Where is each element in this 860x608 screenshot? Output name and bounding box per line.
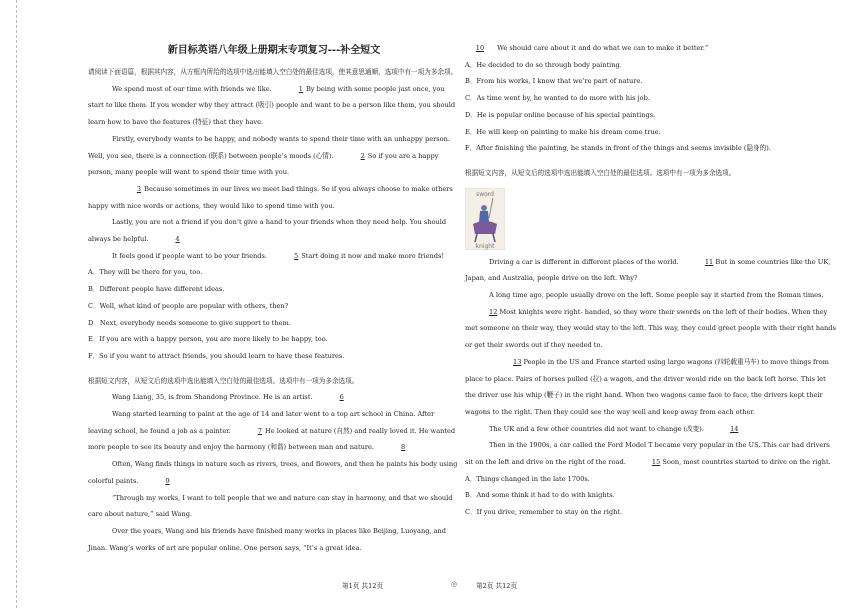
option-item: A．Things changed in the late 1700s.: [465, 474, 590, 483]
passage2-paragraph: “Through my works, I want to tell people that we and nature can stay in harmony, and that we should care about nature,” said Wang.: [88, 493, 453, 519]
passage1-paragraph: [88, 181, 460, 214]
passage1-paragraph: [88, 248, 460, 265]
text-span: Soon, most countries started to drive on the right.: [662, 458, 831, 467]
text-span: Wang Liang, 35, is from Shandong Province. He is an artist.: [112, 393, 313, 402]
blank-5[interactable]: 5: [293, 251, 299, 260]
passage3-paragraph: [465, 421, 837, 438]
blank-12[interactable]: 12: [489, 307, 498, 316]
option-item: F．After finishing the painting, he stands in front of the things and seems invisible (隐身的).: [465, 144, 771, 153]
spacer: [465, 157, 837, 165]
text-span: Because sometimes in our lives we meet bad things. So if you always choose to make others happy with nice words or actions, they would like to spend time with you.: [88, 184, 453, 210]
text-span: By being with some people just once, you start to like them. If you wonder why they attract (吸引) people and want to be a person like them, you should learn how to have the features (特征) that they have.: [88, 84, 456, 127]
text-span: We spend most of our time with friends we like.: [112, 84, 272, 93]
blank-3[interactable]: 3: [136, 184, 142, 193]
option-item: E．He will keep on painting to make his dream come true.: [465, 127, 661, 136]
text-span: Start doing it now and make more friends!: [301, 251, 445, 260]
passage2-paragraph: [88, 456, 460, 489]
center-mark-icon: ◎: [451, 580, 458, 588]
passage2-paragraph: [88, 406, 460, 456]
option-item: D．He is popular online because of his special paintings.: [465, 110, 656, 119]
text-span: People in the US and France started using large wagons (四轮载重马车) to move things from place to place. Pairs of horses pulled (拉) a wagon, and the driver would ride on the back left horse. This let the driver use his whip (鞭子) in the right hand. When two wagons came face to face, the drivers kept their wagons to the right. Then they could see the way well and keep away from each other.: [465, 357, 829, 416]
text-span: Firstly, everybody wants to be happy, and nobody wants to spend their time with an unhappy person. Well, you see, there is a connection (联系) between people’s moods (心情).: [88, 134, 450, 160]
blank-11[interactable]: 11: [704, 257, 714, 266]
left-column: [88, 44, 460, 556]
option-item: C．If you drive, remember to stay on the right.: [465, 508, 623, 517]
text-span: A long time ago, people usually drove on the left. Some people say it started from the Roman times.: [489, 291, 824, 300]
option-item: C．As time went by, he wanted to do more with his job.: [465, 94, 650, 103]
text-span: Driving a car is different in different places of the world.: [489, 257, 679, 266]
passage1-paragraph: [88, 81, 460, 131]
blank-7[interactable]: 7: [257, 426, 262, 435]
option-item: A．They will be there for you, too.: [88, 268, 203, 277]
blank-13[interactable]: 13: [513, 357, 522, 366]
passage3-paragraph: [465, 437, 837, 470]
option-item: B．And some think it had to do with knights.: [465, 491, 615, 500]
blank-9[interactable]: 9: [165, 476, 170, 485]
knight-illustration: [465, 188, 505, 250]
option-item: F．So if you want to attract friends, you should learn to have these features.: [88, 351, 345, 360]
passage1-instruction: 请阅读下面语篇，根据其内容，从方框内所给的选项中选出能填入空白处的最佳选项，使其意思通顺，选项中有一项为多余项。: [88, 68, 458, 76]
text-span: Wang started learning to paint at the age of 14 and later went to a top art school in China. After leaving school, he found a job as a painter.: [88, 410, 435, 435]
option-item: A．He decided to do so through body painting.: [465, 60, 622, 69]
blank-8[interactable]: 8: [401, 443, 406, 452]
option-item: D．Next, everybody needs someone to give support to them.: [88, 318, 291, 327]
text-span: Most knights were right- handed, so they wore their swords on the left of their bodies. When they met someone on their way, they would stay to the left. This way, they could greet people with their right hands or get their swords out if they needed to.: [465, 307, 836, 350]
page-title: 新目标英语八年级上册期末专项复习---补全短文: [167, 45, 381, 56]
spacer: [88, 365, 460, 373]
passage3-instruction: 根据短文内容，从短文后的选项中选出能填入空白处的最佳选项。选项中有一项为多余选项。: [465, 168, 736, 177]
passage2-paragraph: [88, 389, 460, 406]
option-item: B．Different people have different ideas.: [88, 285, 225, 294]
passage2-instruction: 根据短文内容，从短文后的选项中选出能填入空白处的最佳选项。选项中有一项为多余选项。: [88, 376, 359, 385]
page-number-right: 第2页 共12页: [476, 582, 518, 590]
page-number-left: 第1页 共12页: [342, 582, 384, 590]
blank-2[interactable]: 2: [360, 151, 365, 160]
blank-15[interactable]: 15: [651, 458, 661, 467]
passage1-paragraph: [88, 131, 460, 181]
option-item: B．From his works, I know that we’re part of nature.: [465, 77, 643, 86]
illustration-bottom-label: knight: [475, 242, 495, 250]
blank-10[interactable]: 10: [475, 44, 485, 52]
passage1-paragraph: [88, 214, 460, 247]
text-span: The UK and a few other countries did not want to change (改变).: [489, 424, 704, 433]
blank-14[interactable]: 14: [730, 424, 739, 433]
binding-edge: [10, 0, 17, 608]
text-span: It feels good if people want to be your friends.: [112, 251, 267, 260]
text-span: Then in the 1900s, a car called the Ford Model T became very popular in the US. This car had drivers sit on the left and drive on the right of the road.: [465, 441, 830, 467]
blank-6[interactable]: 6: [339, 393, 344, 402]
text-span: So if you are a happy person, many people will want to spend their time with you.: [88, 151, 439, 177]
blank-4[interactable]: 4: [175, 235, 180, 244]
passage3-paragraph: [465, 254, 837, 287]
illustration-top-label: sword: [476, 190, 494, 198]
text-span: We should care about it and do what we can to make it better.”: [497, 44, 709, 52]
text-span: Lastly, you are not a friend if you don’t give a hand to your friends when they need help. You should always be helpful.: [88, 218, 447, 244]
passage3-paragraph: [465, 354, 837, 421]
passage3-paragraph: [465, 287, 837, 354]
right-column: [465, 40, 837, 521]
text-span: Often, Wang finds things in nature such as rivers, trees, and flowers, and then he paints his body using colorful paints.: [88, 460, 458, 485]
text-span: He looked at nature (自然) and really loved it. He wanted more people to see its beauty and enjoy the harmony (和谐) between man and nature.: [88, 426, 456, 452]
blank-1[interactable]: 1: [298, 84, 303, 93]
option-item: C．Well, what kind of people are popular with others, then?: [88, 301, 289, 310]
text-span: But in some countries like the UK, Japan, and Australia, people drive on the left. Why?: [465, 257, 831, 283]
passage2-paragraph: Over the years, Wang and his friends have finished many works in places like Beijing, Luoyang, and Jinan. Wang’s works of art are popular online. One person says, “It’s a great idea.: [88, 526, 447, 552]
option-item: E．If you are with a happy person, you are more likely to be happy, too.: [88, 335, 328, 344]
passage2-paragraph-continued: [465, 40, 837, 57]
